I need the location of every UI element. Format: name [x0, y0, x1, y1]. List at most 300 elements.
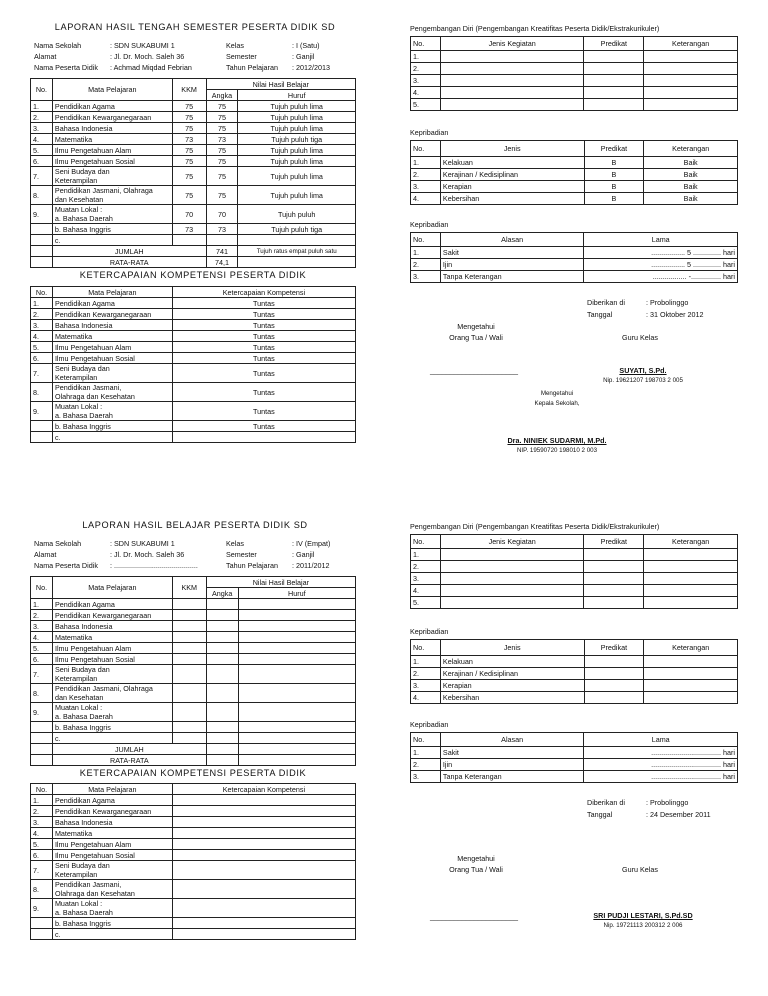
cell-no: 6.	[31, 353, 53, 364]
value-alamat: : Jl. Dr. Moch. Saleh 36	[110, 52, 185, 61]
cell-ket	[644, 692, 738, 704]
top-tanggal-label: Tanggal	[587, 310, 613, 319]
mapel-line1: Matematika	[54, 632, 93, 642]
komp-row	[31, 806, 356, 817]
mapel-line1: Seni Budaya dan	[54, 167, 110, 176]
cell-no: 5.	[411, 597, 441, 609]
cell-alasan: Tanpa Keterangan	[440, 771, 583, 783]
cell-mapel	[52, 929, 172, 940]
kep-header-predikat: Predikat	[584, 640, 644, 656]
cell-ket: Baik	[644, 193, 738, 205]
abs-header-no: No.	[411, 733, 441, 747]
cell-angka: 75	[206, 156, 238, 167]
cell-angka	[206, 733, 238, 744]
cell-jenis	[440, 99, 584, 111]
cell-mapel	[52, 342, 172, 353]
cell-mapel	[52, 733, 172, 744]
value-kelas: : I (Satu)	[292, 41, 320, 50]
mapel-line1: Muatan Lokal :	[54, 205, 103, 214]
top-komp-table	[30, 286, 356, 443]
mapel-line1: b. Bahasa Inggris	[54, 224, 111, 234]
cell-no: 8.	[31, 383, 53, 402]
cell-predikat: B	[584, 157, 644, 169]
cell-kkm	[172, 733, 206, 744]
pd-header-jenis: Jenis Kegiatan	[440, 37, 584, 51]
cell-mapel	[52, 383, 172, 402]
grade-row	[31, 134, 356, 145]
mapel-line1: Bahasa Indonesia	[54, 817, 113, 827]
cell-kkm	[172, 632, 206, 643]
pd-header-ket: Keterangan	[644, 535, 738, 549]
bottom-pd-table	[410, 534, 738, 609]
cell-jenis	[440, 561, 584, 573]
value-semester: : Ganjil	[292, 52, 315, 61]
cell-huruf	[238, 684, 355, 703]
abs-row	[411, 747, 738, 759]
mapel-line2: Keterampilan	[54, 674, 98, 683]
cell-no: 3.	[411, 181, 441, 193]
cell-huruf	[238, 621, 355, 632]
cell-predikat	[584, 668, 644, 680]
cell-mapel	[52, 610, 172, 621]
grade-row	[31, 101, 356, 112]
cell-mapel	[52, 145, 172, 156]
mapel-line1: Seni Budaya dan	[54, 665, 110, 674]
grade-row	[31, 643, 356, 654]
top-kepsek-name: Dra. NINIEK SUDARMI, M.Pd.	[507, 436, 607, 445]
cell-angka	[206, 235, 238, 246]
cell-no	[31, 929, 53, 940]
grades-header-nilai: Nilai Hasil Belajar	[206, 577, 355, 588]
cell-mapel	[52, 186, 172, 205]
cell-lama: ................................... hari	[584, 771, 738, 783]
cell-no: 3.	[411, 271, 441, 283]
cell-huruf: Tujuh puluh lima	[238, 145, 356, 156]
komp-row	[31, 298, 356, 309]
mapel-line1: Seni Budaya dan	[54, 364, 110, 373]
kep-row	[411, 193, 738, 205]
cell-angka: 73	[206, 224, 238, 235]
cell-alasan: Ijin	[440, 759, 583, 771]
cell-kkm: 70	[172, 205, 206, 224]
grade-row	[31, 186, 356, 205]
label-semester: Semester	[226, 52, 257, 61]
top-abs-title: Kepribadian	[410, 220, 449, 229]
bottom-abs-title: Kepribadian	[410, 720, 449, 729]
grade-row	[31, 205, 356, 224]
label-kelas: Kelas	[226, 41, 244, 50]
cell-no	[31, 235, 53, 246]
mapel-line1: Bahasa Indonesia	[54, 123, 113, 133]
cell-huruf	[238, 665, 355, 684]
cell-no: 5.	[31, 342, 53, 353]
cell-huruf: Tujuh puluh tiga	[238, 134, 356, 145]
mapel-line1: Matematika	[54, 828, 93, 838]
cell-huruf	[238, 733, 355, 744]
top-student-info	[34, 40, 364, 73]
cell-ket	[644, 561, 738, 573]
cell-huruf: Tujuh puluh lima	[238, 156, 356, 167]
pd-row	[411, 63, 738, 75]
cell-no: 4.	[411, 585, 441, 597]
komp-header-mapel: Mata Pelajaran	[52, 287, 172, 298]
cell-no: 1.	[31, 599, 53, 610]
pd-header-no: No.	[411, 37, 441, 51]
mapel-line1: Pendidikan Jasmani,	[54, 880, 122, 889]
komp-row	[31, 320, 356, 331]
mapel-line1: Ilmu Pengetahuan Sosial	[54, 850, 135, 860]
cell-angka	[206, 643, 238, 654]
cell-jenis	[440, 75, 584, 87]
mapel-line1: Pendidikan Jasmani,	[54, 383, 122, 392]
bottom-abs-table	[410, 732, 738, 783]
cell-no: 2.	[411, 759, 441, 771]
label-sekolah: Nama Sekolah	[34, 539, 82, 548]
cell-huruf: Tujuh puluh lima	[238, 167, 356, 186]
cell-jenis: Kebersihan	[440, 692, 584, 704]
pd-row	[411, 87, 738, 99]
cell-no: 5.	[31, 145, 53, 156]
label-tahun: Tahun Pelajaran	[226, 63, 278, 72]
cell-predikat	[584, 561, 644, 573]
cell-no: 2.	[411, 259, 441, 271]
rata-label: RATA-RATA	[52, 257, 206, 268]
cell-no: 6.	[31, 654, 53, 665]
abs-header-no: No.	[411, 233, 441, 247]
cell-no: 2.	[31, 112, 53, 123]
value-sekolah: : SDN SUKABUMI 1	[110, 41, 175, 50]
cell-alasan: Sakit	[440, 247, 583, 259]
cell-komp	[172, 828, 355, 839]
grade-row	[31, 145, 356, 156]
kep-header-no: No.	[411, 141, 441, 157]
cell-kkm	[172, 599, 206, 610]
cell-mapel	[52, 432, 172, 443]
cell-ket	[644, 597, 738, 609]
cell-no: 2.	[31, 806, 53, 817]
mapel-line1: Pendidikan Kewarganegaraan	[54, 112, 152, 122]
grades-header-mapel: Mata Pelajaran	[52, 577, 172, 599]
grade-row	[31, 733, 356, 744]
cell-predikat	[584, 585, 644, 597]
kep-header-jenis: Jenis	[440, 640, 584, 656]
cell-angka	[206, 684, 238, 703]
cell-huruf	[238, 703, 355, 722]
kep-row	[411, 181, 738, 193]
pd-row	[411, 99, 738, 111]
label-alamat: Alamat	[34, 52, 57, 61]
komp-row	[31, 364, 356, 383]
bottom-tanggal-label: Tanggal	[587, 810, 613, 819]
label-sekolah: Nama Sekolah	[34, 41, 82, 50]
cell-mapel	[52, 599, 172, 610]
grade-row	[31, 610, 356, 621]
cell-mapel	[52, 899, 172, 918]
cell-mapel	[52, 839, 172, 850]
cell-kkm: 75	[172, 101, 206, 112]
komp-header-komp: Ketercapaian Kompetensi	[172, 784, 355, 795]
cell-kkm	[172, 643, 206, 654]
kep-row	[411, 692, 738, 704]
cell-no: 1.	[31, 298, 53, 309]
mapel-line1: Muatan Lokal :	[54, 899, 103, 908]
cell-huruf: Tujuh puluh tiga	[238, 224, 356, 235]
cell-mapel	[52, 722, 172, 733]
cell-predikat	[584, 680, 644, 692]
cell-no: 9.	[31, 402, 53, 421]
kep-row	[411, 680, 738, 692]
cell-ket: Baik	[644, 181, 738, 193]
mapel-line2: Keterampilan	[54, 870, 98, 879]
label-nama: Nama Peserta Didik	[34, 561, 98, 570]
komp-header-mapel: Mata Pelajaran	[52, 784, 172, 795]
cell-angka: 75	[206, 112, 238, 123]
cell-no: 8.	[31, 186, 53, 205]
cell-ket	[644, 668, 738, 680]
kep-header-jenis: Jenis	[440, 141, 584, 157]
cell-mapel	[52, 235, 172, 246]
grade-row	[31, 654, 356, 665]
bottom-guru-nip: Nip. 19721113 200312 2 006	[603, 922, 683, 929]
value-kelas: : IV (Empat)	[292, 539, 331, 548]
cell-no	[31, 432, 53, 443]
kep-row	[411, 157, 738, 169]
cell-no: 4.	[31, 134, 53, 145]
cell-kkm: 75	[172, 186, 206, 205]
grades-header-mapel: Mata Pelajaran	[52, 79, 172, 101]
cell-ket	[644, 63, 738, 75]
cell-no: 4.	[411, 692, 441, 704]
grade-row	[31, 224, 356, 235]
cell-huruf: Tujuh puluh lima	[238, 101, 356, 112]
mapel-line1: Ilmu Pengetahuan Alam	[54, 145, 132, 155]
cell-jenis	[440, 87, 584, 99]
cell-huruf	[238, 610, 355, 621]
kep-row	[411, 169, 738, 181]
cell-mapel	[52, 205, 172, 224]
komp-row	[31, 353, 356, 364]
cell-no: 4.	[31, 828, 53, 839]
top-kepsek-nip: NIP. 19590720 198010 2 003	[516, 447, 598, 454]
cell-no: 8.	[31, 880, 53, 899]
komp-row	[31, 839, 356, 850]
cell-komp: Tuntas	[172, 421, 355, 432]
bottom-diberikan-value: : Probolinggo	[646, 798, 689, 807]
cell-mapel	[52, 684, 172, 703]
pd-row	[411, 573, 738, 585]
top-pd-table	[410, 36, 738, 111]
cell-komp: Tuntas	[172, 342, 355, 353]
cell-mapel	[52, 703, 172, 722]
cell-kkm	[172, 665, 206, 684]
cell-predikat	[584, 549, 644, 561]
cell-jenis	[440, 549, 584, 561]
cell-no: 6.	[31, 850, 53, 861]
mapel-line1: Pendidikan Agama	[54, 795, 115, 805]
komp-row	[31, 331, 356, 342]
cell-jenis: Kerajinan / Kedisiplinan	[440, 169, 584, 181]
mapel-line2: Olahraga dan Kesehatan	[54, 889, 135, 898]
value-semester: : Ganjil	[292, 550, 315, 559]
cell-mapel	[52, 850, 172, 861]
grade-row	[31, 684, 356, 703]
cell-predikat: B	[584, 169, 644, 181]
jumlah-huruf: Tujuh ratus empat puluh satu	[238, 246, 356, 257]
bottom-guru-name: SRI PUDJI LESTARI, S.Pd.SD	[593, 911, 693, 920]
mapel-line1: Pendidikan Kewarganegaraan	[54, 309, 152, 319]
cell-mapel	[52, 795, 172, 806]
cell-komp	[172, 929, 355, 940]
cell-kkm	[172, 621, 206, 632]
grades-header-no: No.	[31, 577, 53, 599]
cell-mapel	[52, 918, 172, 929]
top-komp-title: KETERCAPAIAN KOMPETENSI PESERTA DIDIK	[79, 270, 307, 280]
grade-row	[31, 156, 356, 167]
cell-huruf	[238, 654, 355, 665]
mapel-line1: Pendidikan Kewarganegaraan	[54, 806, 152, 816]
top-guru-nip: Nip. 19621207 198703 2 005	[603, 377, 683, 384]
cell-no: 5.	[31, 839, 53, 850]
cell-no: 2.	[411, 561, 441, 573]
cell-jenis: Kerajinan / Kedisiplinan	[440, 668, 584, 680]
pd-header-ket: Keterangan	[644, 37, 738, 51]
top-kep-table	[410, 140, 738, 205]
komp-row	[31, 850, 356, 861]
cell-no: 4.	[31, 632, 53, 643]
cell-komp: Tuntas	[172, 402, 355, 421]
komp-row	[31, 929, 356, 940]
cell-alasan: Sakit	[440, 747, 583, 759]
cell-komp: Tuntas	[172, 309, 355, 320]
mapel-line1: Ilmu Pengetahuan Alam	[54, 643, 132, 653]
cell-komp	[172, 861, 355, 880]
mapel-line1: Pendidikan Jasmani, Olahraga	[54, 186, 153, 195]
bottom-diberikan-label: Diberikan di	[587, 798, 625, 807]
cell-kkm: 73	[172, 134, 206, 145]
cell-no: 3.	[411, 573, 441, 585]
cell-mapel	[52, 134, 172, 145]
grade-row	[31, 167, 356, 186]
cell-no: 3.	[31, 320, 53, 331]
cell-jenis	[440, 585, 584, 597]
mapel-line1: b. Bahasa Inggris	[54, 722, 111, 732]
cell-no: 7.	[31, 861, 53, 880]
komp-row	[31, 918, 356, 929]
cell-huruf: Tujuh puluh lima	[238, 123, 356, 134]
mapel-line2: a. Bahasa Daerah	[54, 908, 113, 917]
cell-mapel	[52, 665, 172, 684]
cell-huruf	[238, 632, 355, 643]
cell-no: 1.	[411, 247, 441, 259]
grades-header-angka: Angka	[206, 588, 238, 599]
cell-mapel	[52, 123, 172, 134]
cell-angka	[206, 621, 238, 632]
cell-lama: ................. 5 .............. hari	[584, 247, 738, 259]
cell-alasan: Ijin	[440, 259, 583, 271]
cell-angka	[206, 654, 238, 665]
label-kelas: Kelas	[226, 539, 244, 548]
mapel-line1: Ilmu Pengetahuan Sosial	[54, 156, 135, 166]
cell-jenis: Kelakuan	[440, 157, 584, 169]
mapel-line1: Seni Budaya dan	[54, 861, 110, 870]
cell-komp: Tuntas	[172, 353, 355, 364]
grade-row	[31, 665, 356, 684]
cell-ket	[644, 75, 738, 87]
cell-komp	[172, 899, 355, 918]
cell-huruf: Tujuh puluh lima	[238, 186, 356, 205]
label-nama: Nama Peserta Didik	[34, 63, 98, 72]
komp-row	[31, 342, 356, 353]
cell-mapel	[52, 112, 172, 123]
cell-angka: 75	[206, 145, 238, 156]
cell-angka	[206, 599, 238, 610]
top-ortu-label2: Orang Tua / Wali	[449, 333, 503, 342]
mapel-line2: a. Bahasa Daerah	[54, 214, 113, 223]
mapel-line1: b. Bahasa Inggris	[54, 918, 111, 928]
mapel-line1: Ilmu Pengetahuan Alam	[54, 342, 132, 352]
pd-row	[411, 585, 738, 597]
bottom-kep-title: Kepribadian	[410, 627, 449, 636]
abs-row	[411, 247, 738, 259]
cell-no: 1.	[411, 157, 441, 169]
grades-header-huruf: Huruf	[238, 588, 355, 599]
cell-ket	[644, 585, 738, 597]
value-tahun: : 2012/2013	[292, 63, 330, 72]
komp-row	[31, 880, 356, 899]
bottom-kep-table	[410, 639, 738, 704]
mapel-line2: Keterampilan	[54, 176, 98, 185]
cell-jenis	[440, 573, 584, 585]
cell-no: 3.	[31, 123, 53, 134]
abs-row	[411, 259, 738, 271]
cell-kkm: 75	[172, 123, 206, 134]
mapel-line1: Muatan Lokal :	[54, 703, 103, 712]
cell-ket	[644, 549, 738, 561]
cell-jenis	[440, 51, 584, 63]
cell-angka	[206, 703, 238, 722]
cell-komp	[172, 880, 355, 899]
pd-row	[411, 597, 738, 609]
cell-no: 7.	[31, 665, 53, 684]
pd-row	[411, 75, 738, 87]
cell-ket	[644, 51, 738, 63]
top-report-title: LAPORAN HASIL TENGAH SEMESTER PESERTA DIDIK SD	[54, 22, 336, 32]
kep-row	[411, 656, 738, 668]
label-tahun: Tahun Pelajaran	[226, 561, 278, 570]
cell-mapel	[52, 364, 172, 383]
mapel-line1: b. Bahasa Inggris	[54, 421, 111, 431]
mapel-line2: dan Kesehatan	[54, 693, 104, 702]
cell-jenis	[440, 63, 584, 75]
top-ortu-line: ______________________	[430, 366, 518, 375]
cell-predikat: B	[584, 193, 644, 205]
pd-row	[411, 51, 738, 63]
mapel-line1: Bahasa Indonesia	[54, 320, 113, 330]
cell-no: 5.	[411, 99, 441, 111]
komp-row	[31, 795, 356, 806]
bottom-ortu-label2: Orang Tua / Wali	[449, 865, 503, 874]
cell-komp	[172, 839, 355, 850]
cell-mapel	[52, 806, 172, 817]
pd-row	[411, 561, 738, 573]
bottom-ortu-line: ______________________	[430, 912, 518, 921]
cell-ket	[644, 99, 738, 111]
cell-no: 6.	[31, 156, 53, 167]
cell-ket	[644, 680, 738, 692]
cell-angka: 75	[206, 186, 238, 205]
komp-header-no: No.	[31, 287, 53, 298]
cell-komp: Tuntas	[172, 320, 355, 331]
